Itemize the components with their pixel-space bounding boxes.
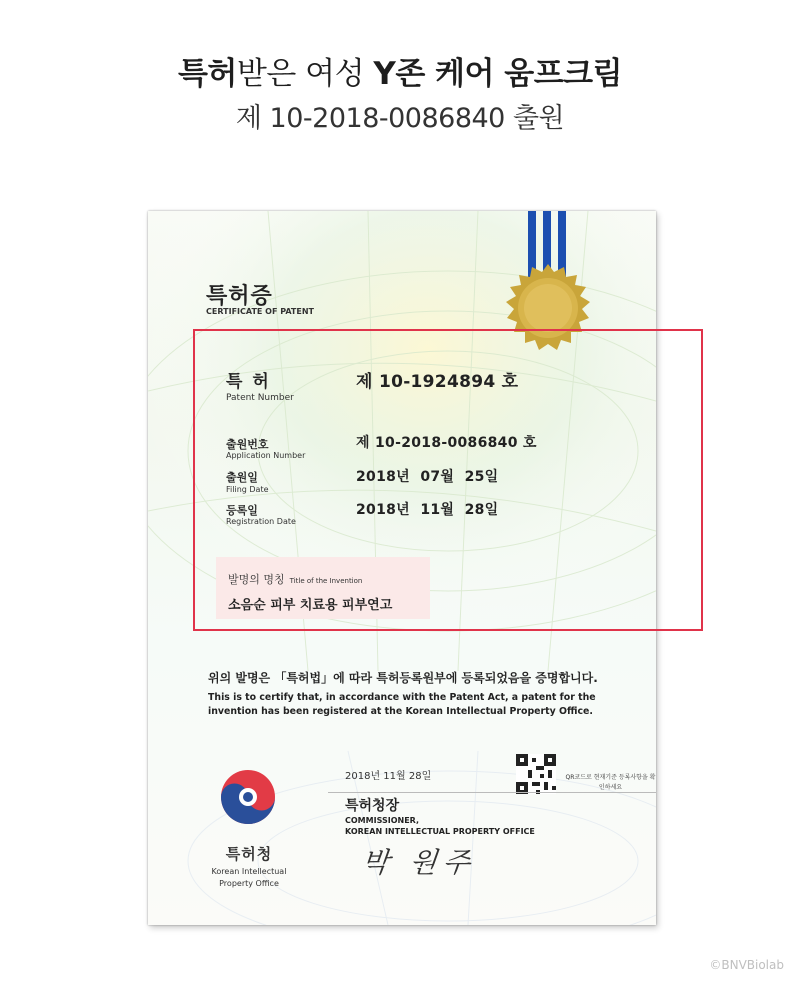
- certify-statement-en: This is to certify that, in accordance with the Patent Act, a patent for the invention has been registered at the Korean Intellectual Property Office.: [208, 692, 596, 717]
- filing-date-label-en: Filing Date: [226, 485, 269, 494]
- office-name-en: [198, 866, 300, 890]
- commissioner-title-en-2: KOREAN INTELLECTUAL PROPERTY OFFICE: [345, 827, 535, 836]
- gold-seal-icon: [488, 263, 608, 353]
- patent-number-label: 특 허: [226, 372, 271, 392]
- application-number-label-en: Application Number: [226, 451, 306, 460]
- gold-seal-icon: [648, 323, 656, 393]
- invention-title-label-en: Title of the Invention: [289, 577, 363, 585]
- headline-light: 받은 여성: [236, 56, 374, 92]
- copyright-watermark: ©BNVBiolab: [709, 958, 784, 972]
- qr-code-icon[interactable]: [516, 754, 556, 794]
- invention-title-label-ko: 발명의 명칭: [228, 573, 285, 586]
- invention-title-value: 소음순 피부 치료용 피부연고: [228, 598, 393, 613]
- filing-date-value: 2018년 07월 25일: [356, 469, 499, 485]
- qr-instructions: QR코드로 현재기준 등록사항을 확인하세요: [565, 774, 656, 791]
- kipo-taegeuk-logo-icon: [218, 767, 278, 827]
- patent-number-label-en: Patent Number: [226, 393, 294, 403]
- certificate-title-en: CERTIFICATE OF PATENT: [206, 307, 314, 316]
- office-name-en-1: Korean Intellectual: [211, 867, 287, 876]
- commissioner-title-en-1: COMMISSIONER,: [345, 816, 420, 825]
- filing-date-label: 출원일: [226, 471, 258, 484]
- invention-title-label: [228, 571, 362, 587]
- registration-date-label: 등록일: [226, 504, 258, 517]
- application-number-value: 제 10-2018-0086840 호: [356, 435, 537, 451]
- page-headline: [0, 48, 800, 93]
- invention-title-box: [216, 557, 430, 619]
- registration-date-label-en: Registration Date: [226, 517, 296, 526]
- commissioner-title: 특허청장: [345, 798, 400, 814]
- page-subtitle: 제 10-2018-0086840 출원: [235, 103, 565, 134]
- headline-bold: 특허: [177, 56, 237, 92]
- issue-date: 2018년 11월 28일: [345, 771, 432, 782]
- patent-number-value: 제 10-1924894 호: [356, 372, 519, 392]
- registration-date-value: 2018년 11월 28일: [356, 502, 499, 518]
- commissioner-signature: 박 원주: [360, 846, 478, 879]
- commissioner-title-en: [345, 815, 535, 837]
- patent-certificate: [148, 211, 656, 925]
- signature-divider: [328, 792, 656, 793]
- office-name: 특허청: [225, 845, 273, 863]
- application-number-label: 출원번호: [226, 438, 269, 451]
- office-name-en-2: Property Office: [219, 879, 279, 888]
- certificate-title: 특허증: [206, 284, 273, 309]
- certify-statement-ko: 위의 발명은 「특허법」에 따라 특허등록원부에 등록되었음을 증명합니다.: [208, 671, 598, 685]
- headline-product: Y존 케어 움프크림: [373, 56, 623, 92]
